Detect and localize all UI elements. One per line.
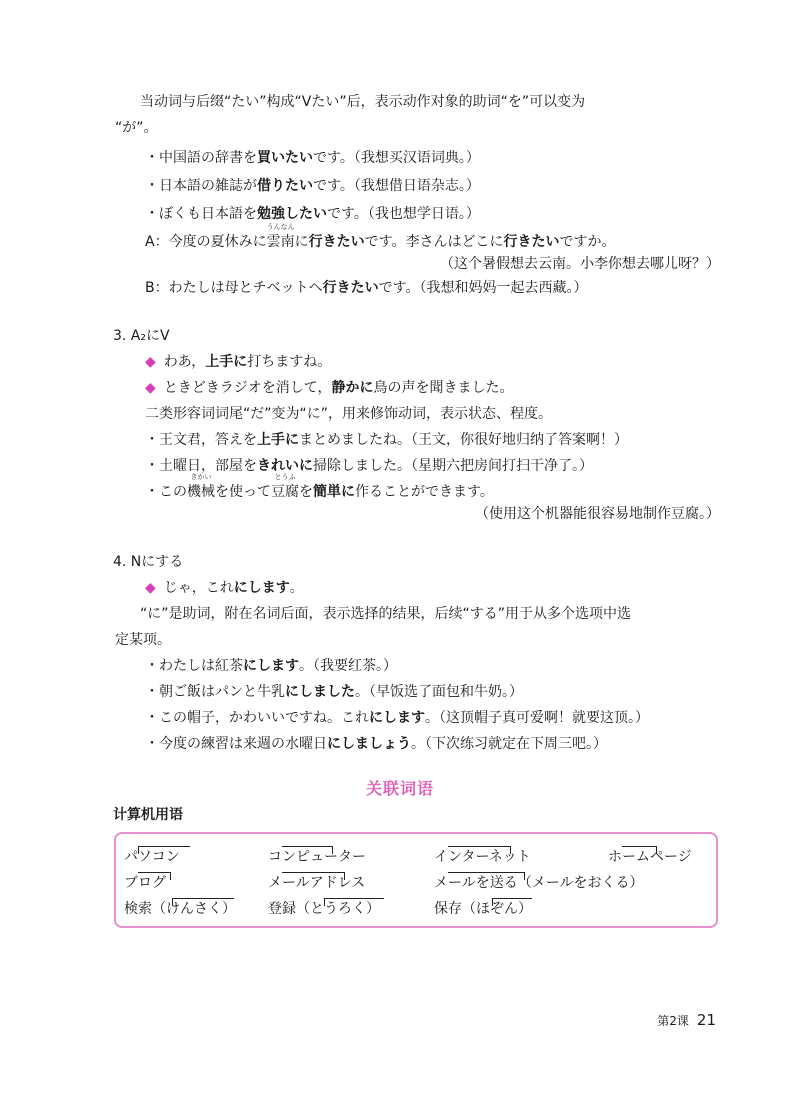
ruby-word: うんなん 雲南 — [266, 223, 295, 250]
vocabulary-box — [114, 832, 718, 928]
dialogue-a-translation: （这个暑假想去云南。小李你想去哪儿呀？） — [440, 256, 720, 272]
key-sentence: ◆ わあ，上手に打ちますね。 — [145, 354, 332, 370]
example-sentence: ・王文君，答えを上手にまとめましたね。（王文，你很好地归纳了答案啊！） — [145, 432, 628, 448]
computer-terms-subtitle: 计算机用语 — [113, 807, 183, 823]
example-sentence: ・この きかい 機械を使って とうふ 豆腐を簡単に作ることができます。 — [145, 473, 494, 500]
vocab-term: パソコン — [124, 848, 180, 866]
vocab-term: ホームページ — [608, 848, 692, 866]
example-sentence: ・この帽子，かわいいですね。これにします。（这顶帽子真可爱啊！就要这顶。） — [145, 710, 649, 726]
diamond-icon: ◆ — [145, 580, 156, 596]
vocab-term: 登録（とうろく） — [268, 900, 380, 918]
example-sentence: ・ぼくも日本語を勉強したいです。（我也想学日语。） — [145, 206, 480, 222]
diamond-icon: ◆ — [145, 380, 156, 396]
example-sentence: ・わたしは紅茶にします。（我要红茶。） — [145, 658, 397, 674]
intro-line-1: 当动词与后缀“たい”构成“Vたい”后，表示动作对象的助词“を”可以变为 — [140, 94, 586, 110]
section-3-heading: 3. A₂にV — [113, 328, 170, 344]
dialogue-b: B：わたしは母とチベットへ行きたいです。（我想和妈妈一起去西藏。） — [145, 280, 588, 296]
dialogue-a: A：今度の夏休みに うんなん 雲南に行きたいです。李さんはどこに行きたいですか。 — [145, 223, 616, 250]
example-sentence: ・今度の練習は来週の水曜日にしましょう。（下次练习就定在下周三吧。） — [145, 736, 607, 752]
intro-line-2: “が”。 — [115, 120, 158, 136]
example-sentence: ・土曜日，部屋をきれいに掃除しました。（星期六把房间打扫干净了。） — [145, 458, 593, 474]
example-sentence: ・日本語の雑誌が借りたいです。（我想借日语杂志。） — [145, 178, 480, 194]
lesson-label: 第2课 — [657, 1014, 689, 1028]
section-4-explanation-1: “に”是助词，附在名词后面，表示选择的结果，后续“する”用于从多个选项中选 — [140, 606, 632, 622]
diamond-icon: ◆ — [145, 354, 156, 370]
vocab-term: コンピューター — [268, 848, 366, 866]
key-sentence: ◆ ときどきラジオを消して，静かに鳥の声を聞きました。 — [145, 380, 514, 396]
vocab-term: メールアドレス — [268, 874, 365, 892]
ruby-word: きかい 機械 — [187, 473, 215, 500]
vocab-term: メールを送る（メールをおくる） — [434, 874, 643, 892]
vocab-term: 保存（ほぞん） — [434, 900, 532, 918]
section-4-explanation-2: 定某项。 — [115, 632, 171, 648]
page-number: 21 — [696, 1011, 716, 1029]
vocab-term: インターネット — [434, 848, 531, 866]
key-sentence: ◆ じゃ，これにします。 — [145, 580, 304, 596]
ruby-word: とうふ 豆腐 — [271, 473, 299, 500]
section-3-explanation: 二类形容词词尾“だ”变为“に”，用来修饰动词，表示状态、程度。 — [145, 406, 553, 422]
vocab-term: 検索（けんさく） — [124, 900, 236, 918]
example-sentence: ・朝ご飯はパンと牛乳にしました。（早饭选了面包和牛奶。） — [145, 684, 523, 700]
example-translation: （使用这个机器能很容易地制作豆腐。） — [475, 506, 720, 522]
page-footer — [657, 1011, 716, 1029]
example-sentence: ・中国語の辞書を買いたいです。（我想买汉语词典。） — [145, 150, 480, 166]
related-words-title: 关联词语 — [365, 779, 434, 798]
section-4-heading: 4. Nにする — [113, 554, 184, 570]
vocab-term: ブログ — [124, 874, 166, 892]
